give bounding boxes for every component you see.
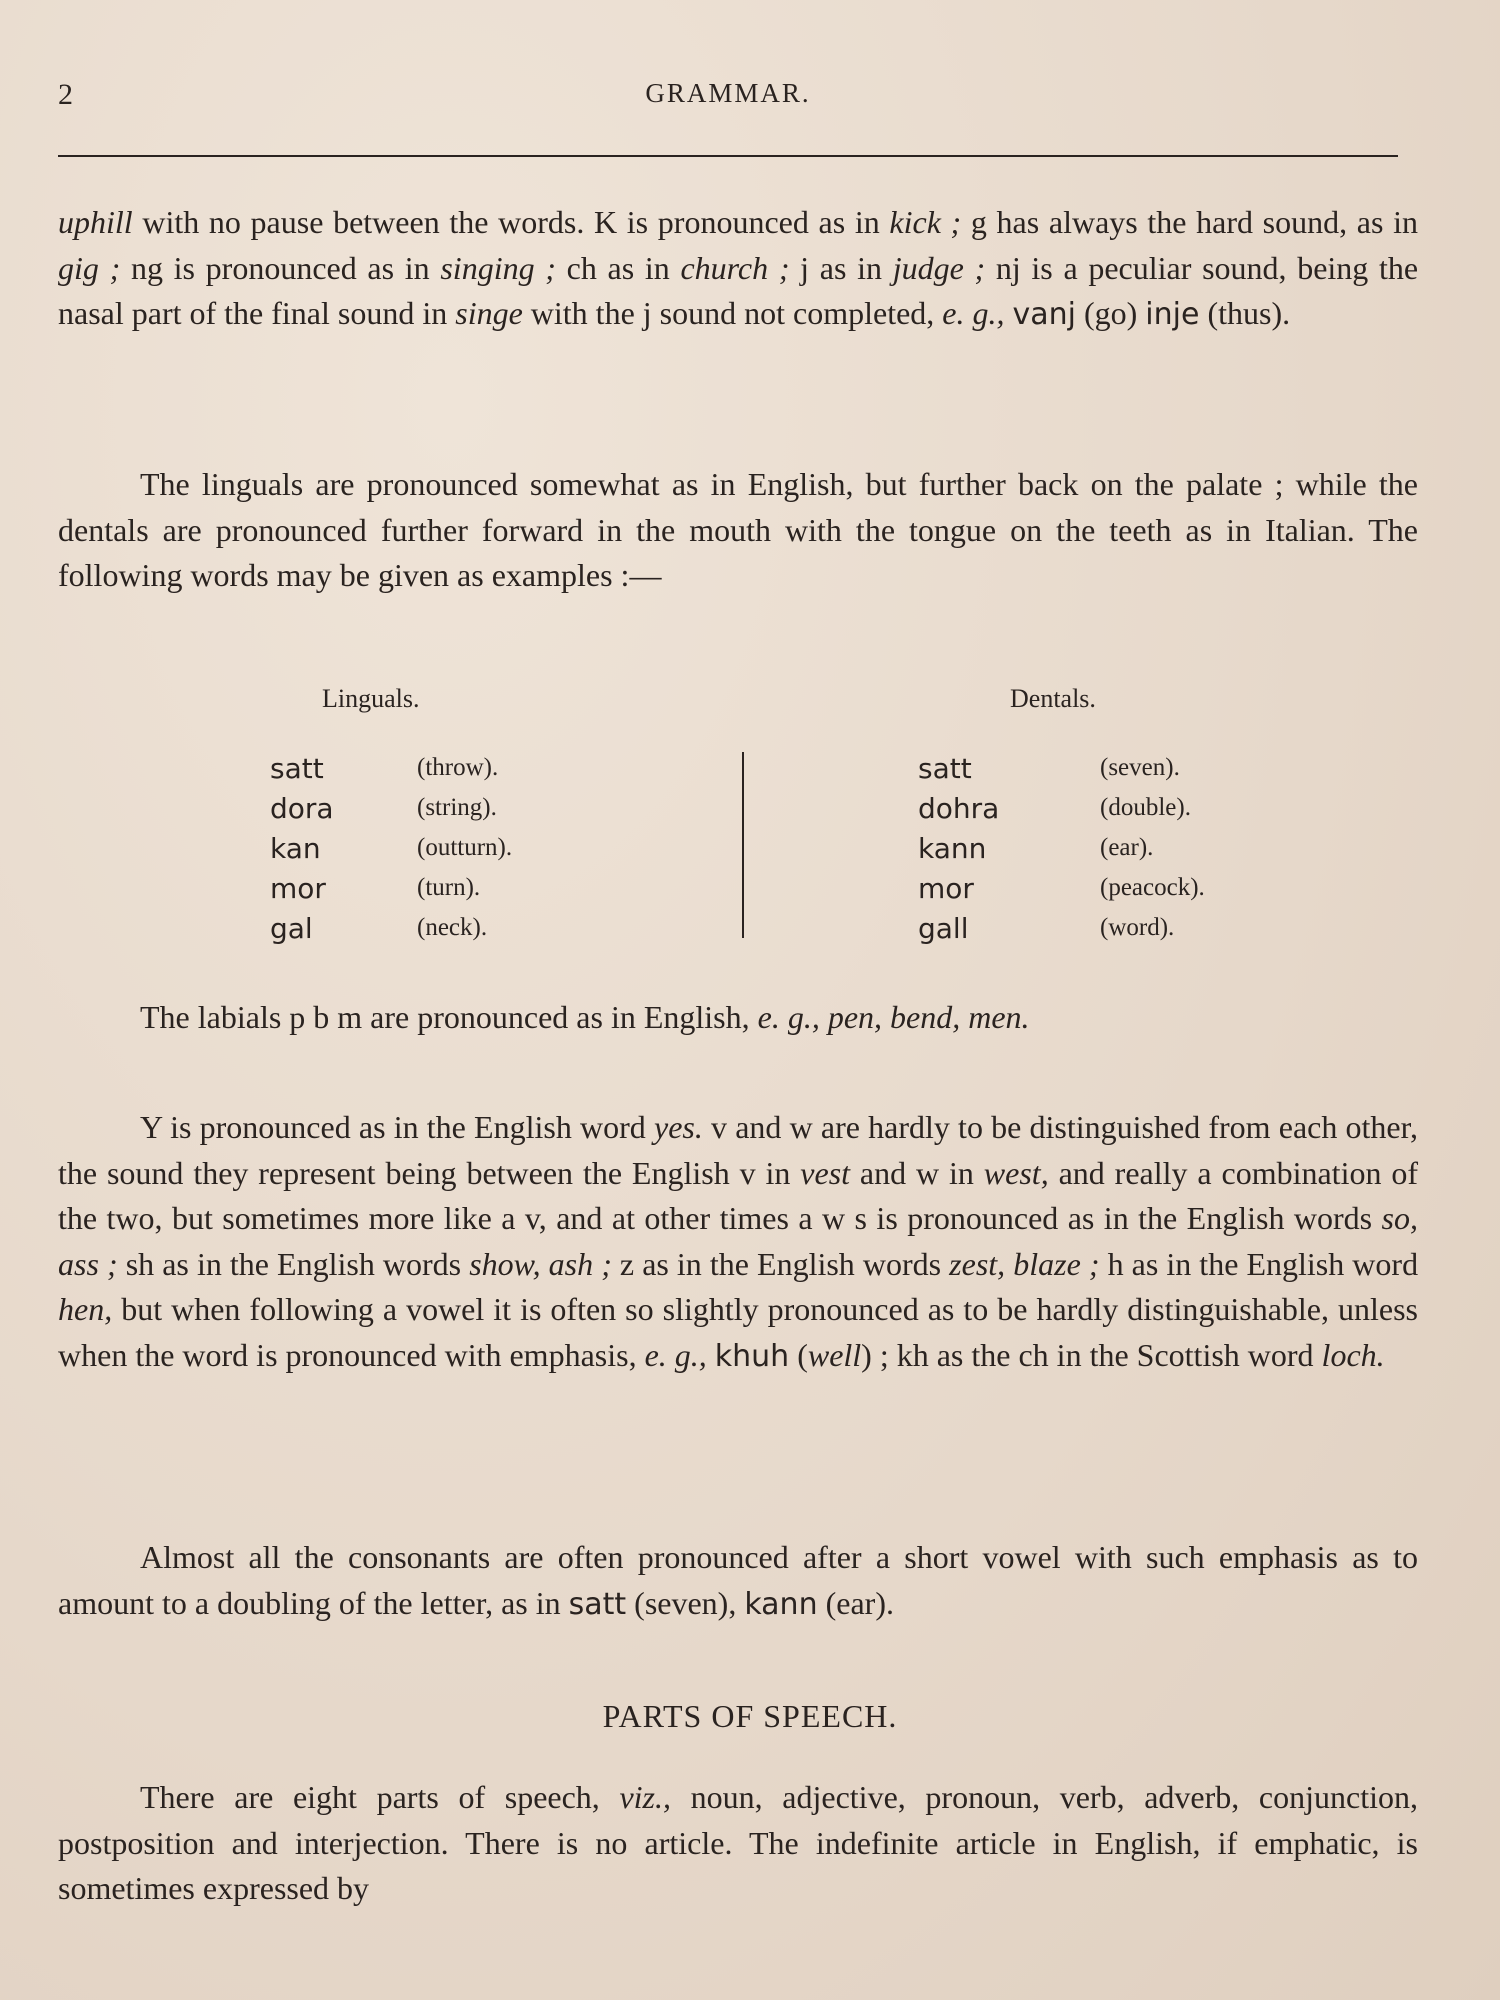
table-divider (742, 752, 744, 938)
text-span: Y is pronounced as in the English word (140, 1109, 654, 1145)
text-italic: hen, (58, 1291, 113, 1327)
word: satt (918, 751, 972, 785)
table-row (270, 868, 512, 908)
dentals-table (918, 748, 1205, 948)
text-span: (go) (1075, 295, 1146, 331)
text-span: g has always the hard sound, as in (961, 204, 1419, 240)
text-span: noun, adjective, pronoun, verb, adverb, conjunction, postposition and interjection. There is no article. The indefinite article in English, if emphatic, is sometimes expressed by (58, 1779, 1419, 1906)
text-span: with the j sound not completed, (522, 295, 943, 331)
text-italic: e. g., pen, bend, men. (757, 999, 1030, 1035)
text-span: but when following a vowel it is often so slightly pronounced as to be hardly distinguishable, unless when the word is pronounced with emphasis, (58, 1291, 1418, 1373)
table-row (270, 828, 512, 868)
vernacular-word: satt (568, 1586, 627, 1622)
text-italic: uphill (58, 204, 133, 240)
word: gal (270, 911, 313, 945)
gloss: (peacock). (1100, 874, 1205, 901)
paragraph-text: The linguals are pronounced somewhat as in English, but further back on the palate ; while the dentals are pronounced further forward in the mouth with the tongue on the teeth as in Italian. The following words may be given as examples :— (58, 466, 1418, 593)
text-span: There are eight parts of speech, (140, 1779, 620, 1815)
gloss: (turn). (417, 874, 481, 901)
vernacular-word: khuh (714, 1338, 790, 1374)
table-row (918, 828, 1205, 868)
text-italic: kick ; (889, 204, 962, 240)
table-row (270, 788, 512, 828)
page-number: 2 (58, 78, 73, 111)
text-span: with no pause between the words. K is pronounced as in (132, 204, 890, 240)
table-row (918, 908, 1205, 948)
text-italic: judge ; (892, 249, 986, 286)
header-rule (58, 155, 1398, 157)
text-span (707, 1337, 715, 1373)
text-span: z as in the English words (611, 1245, 950, 1282)
text-italic: so, ass ; (58, 1200, 1418, 1282)
text-span: nj is a peculiar sound, being the nasal part of the final sound in (58, 249, 1419, 331)
vernacular-word: vanj (1012, 297, 1076, 332)
text-span: h as in the English word (1099, 1245, 1419, 1282)
gloss: (neck). (417, 914, 488, 941)
paragraph-labials (58, 995, 1418, 1041)
word: dora (270, 791, 334, 825)
text-italic: viz., (619, 1779, 671, 1815)
word: kann (918, 831, 987, 865)
text-span: Almost all the consonants are often pronounced after a short vowel with such emphasis as to amount to a doubling of the letter, as in (58, 1539, 1418, 1621)
text-span: (thus). (1199, 295, 1291, 331)
page-header (58, 78, 1398, 118)
table-row (270, 908, 512, 948)
text-span: ch as in (555, 249, 681, 286)
text-italic: show, ash ; (469, 1245, 612, 1282)
text-italic: zest, blaze ; (949, 1245, 1100, 1282)
table-row (918, 788, 1205, 828)
gloss: (seven). (1100, 754, 1180, 781)
gloss: (string). (417, 794, 497, 821)
text-span: and really a combination of the two, but sometimes more like a v, and at other times a w s is pronounced as in the English words (58, 1154, 1419, 1236)
text-span: ng is pronounced as in (120, 249, 441, 286)
table-row (270, 748, 512, 788)
running-head: GRAMMAR. (645, 78, 811, 108)
text-italic: singing ; (440, 249, 556, 286)
text-italic: loch. (1321, 1336, 1385, 1373)
paragraph-y-v-w (58, 1105, 1418, 1379)
word: kan (270, 831, 321, 865)
text-italic: vest (800, 1154, 851, 1191)
paragraph-parts-of-speech (58, 1775, 1418, 1912)
gloss: (ear). (1100, 834, 1154, 861)
vernacular-word: inje (1145, 297, 1200, 332)
text-span: (ear). (817, 1584, 894, 1621)
gloss: (double). (1100, 794, 1191, 821)
word: mor (270, 871, 326, 905)
text-span: (seven), (626, 1584, 745, 1621)
text-span: j as in (789, 249, 893, 286)
text-span: ) ; kh as the ch in the Scottish word (861, 1336, 1322, 1373)
section-heading: PARTS OF SPEECH. (602, 1698, 898, 1734)
text-italic: west, (983, 1154, 1049, 1191)
text-italic: church ; (680, 249, 790, 286)
dentals-heading: Dentals. (1010, 684, 1096, 713)
text-italic: well (807, 1336, 862, 1373)
text-span: ( (789, 1336, 808, 1373)
text-italic: e. g., (644, 1336, 707, 1373)
word: satt (270, 751, 324, 785)
gloss: (outturn). (417, 834, 513, 861)
text-italic: singe (455, 295, 523, 331)
text-italic: yes. (653, 1109, 703, 1145)
table-row (918, 748, 1205, 788)
paragraph-consonants (58, 1535, 1418, 1627)
paragraph-linguals (58, 462, 1418, 599)
linguals-heading: Linguals. (322, 684, 420, 713)
text-span: and w in (850, 1154, 984, 1191)
text-italic: e. g., (942, 295, 1005, 331)
text-span: v and w are hardly to be distinguished from each other, the sound they represent being between the English v in (58, 1109, 1419, 1191)
paragraph-continuation (58, 200, 1418, 338)
text-span: sh as in the English words (117, 1245, 470, 1282)
gloss: (word). (1100, 914, 1175, 941)
text-italic: gig ; (58, 249, 121, 286)
vernacular-word: kann (744, 1586, 818, 1622)
word: mor (918, 871, 974, 905)
table-row (918, 868, 1205, 908)
gloss: (throw). (417, 754, 499, 781)
linguals-table (270, 748, 512, 948)
text-span: The labials p b m are pronounced as in English, (140, 999, 758, 1035)
word: dohra (918, 791, 1000, 825)
word: gall (918, 911, 969, 945)
